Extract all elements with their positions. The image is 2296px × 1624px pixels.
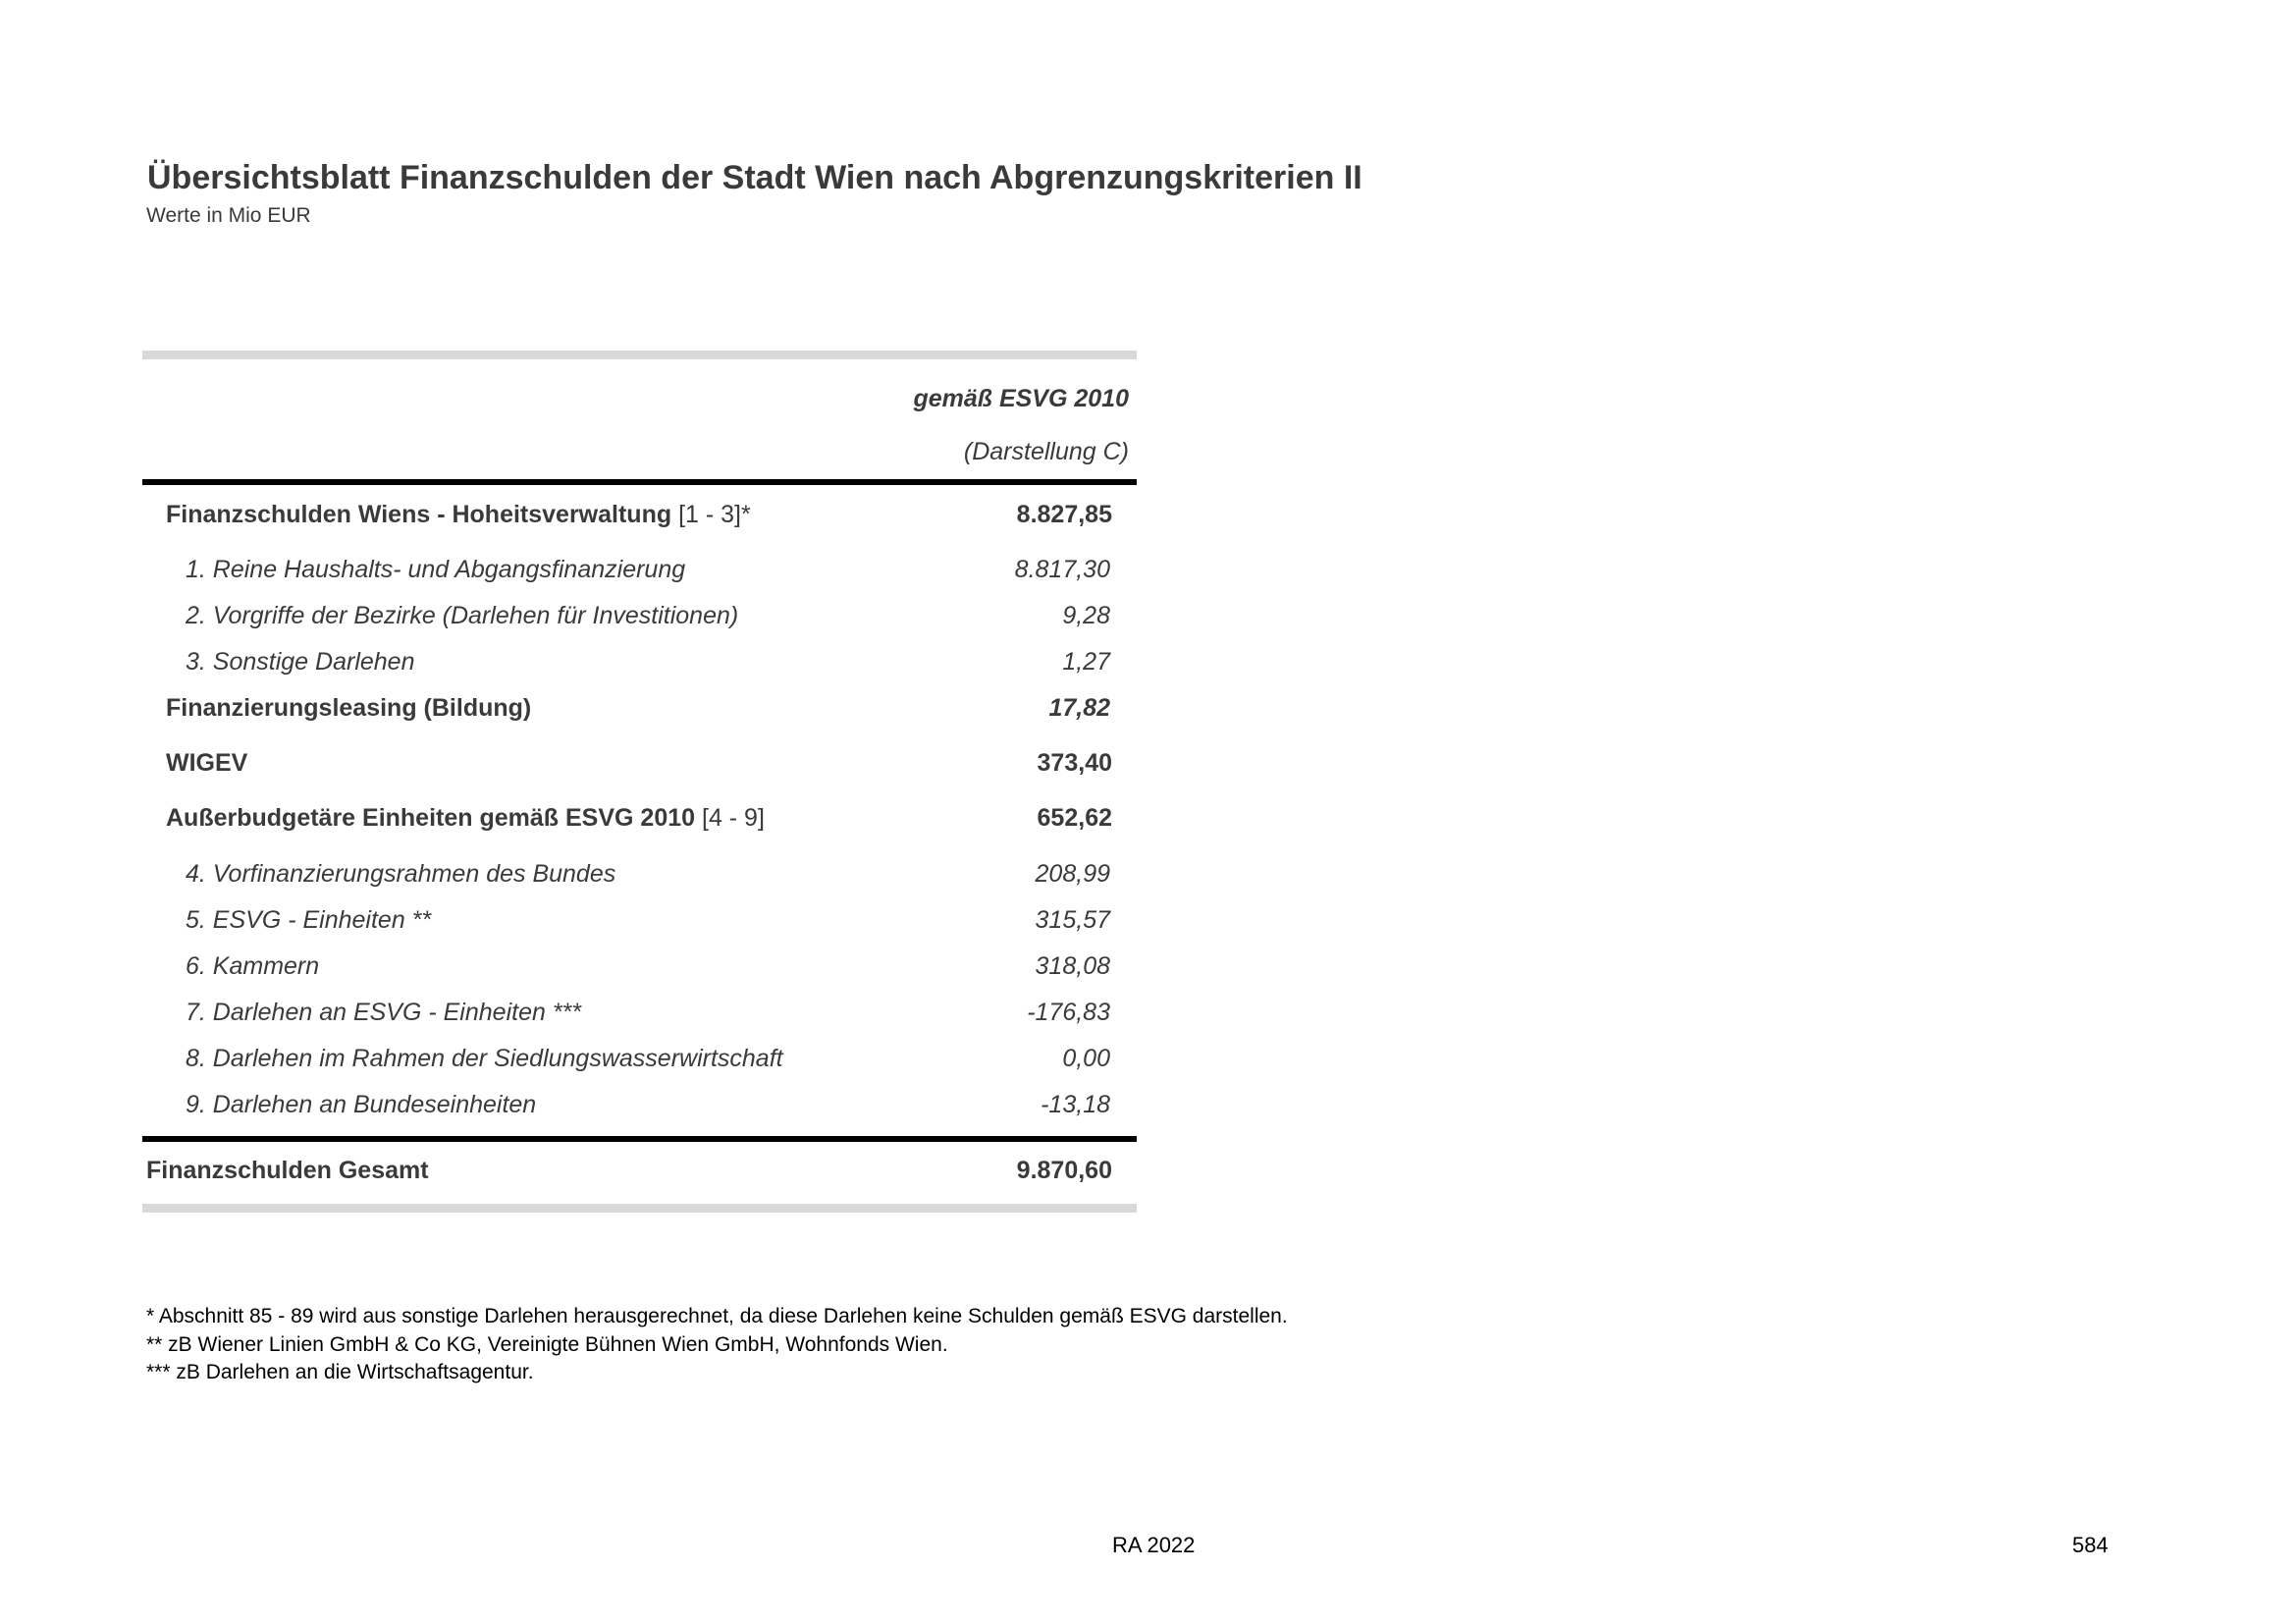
row-value: 318,08	[1035, 952, 1110, 980]
table-row	[142, 501, 1137, 540]
row-value: 208,99	[1035, 860, 1110, 888]
row-label: Finanzschulden Wiens - Hoheitsverwaltung [1 - 3]*	[166, 501, 751, 528]
footer-report: RA 2022	[1112, 1533, 1196, 1557]
total-row	[142, 1157, 1137, 1196]
table-bottom-rule	[142, 1204, 1137, 1213]
table-top-rule	[142, 351, 1137, 359]
table-row	[142, 906, 1137, 946]
table-row	[142, 749, 1137, 788]
row-label: Außerbudgetäre Einheiten gemäß ESVG 2010 [4 - 9]	[166, 804, 765, 832]
table-row	[142, 694, 1137, 733]
table-row	[142, 860, 1137, 899]
row-label: Finanzierungsleasing (Bildung)	[166, 694, 532, 722]
column-header-darstellung: (Darstellung C)	[963, 438, 1129, 465]
footnote: * Abschnitt 85 - 89 wird aus sonstige Darlehen herausgerechnet, da diese Darlehen keine Schulden gemäß ESVG darstellen.	[146, 1305, 1288, 1327]
total-label: Finanzschulden Gesamt	[146, 1157, 429, 1184]
row-value: -176,83	[1027, 999, 1110, 1026]
row-value: 0,00	[1062, 1045, 1110, 1072]
page-subtitle: Werte in Mio EUR	[146, 204, 311, 227]
page-number: 584	[2072, 1533, 2109, 1557]
row-label: 4. Vorfinanzierungsrahmen des Bundes	[186, 860, 616, 888]
table-row	[142, 556, 1137, 595]
row-label: 5. ESVG - Einheiten **	[186, 906, 432, 934]
table-row	[142, 1045, 1137, 1084]
footnote: ** zB Wiener Linien GmbH & Co KG, Vereinigte Bühnen Wien GmbH, Wohnfonds Wien.	[146, 1332, 948, 1356]
footnote: *** zB Darlehen an die Wirtschaftsagentur.	[146, 1361, 534, 1383]
header-rule	[142, 479, 1137, 485]
table-row	[142, 804, 1137, 843]
row-label: 8. Darlehen im Rahmen der Siedlungswasserwirtschaft	[186, 1045, 783, 1072]
total-rule	[142, 1136, 1137, 1142]
row-label: 7. Darlehen an ESVG - Einheiten ***	[186, 999, 582, 1026]
table-row	[142, 648, 1137, 687]
row-value: -13,18	[1041, 1091, 1110, 1118]
row-value: 17,82	[1048, 694, 1110, 722]
table-row	[142, 952, 1137, 992]
row-label: 9. Darlehen an Bundeseinheiten	[186, 1091, 537, 1118]
row-value: 315,57	[1035, 906, 1110, 934]
row-value: 1,27	[1062, 648, 1110, 676]
table-row	[142, 1091, 1137, 1130]
table-row	[142, 602, 1137, 641]
footnotes	[146, 1303, 1288, 1387]
row-value: 373,40	[1037, 749, 1112, 777]
row-value: 9,28	[1062, 602, 1110, 629]
row-value: 8.827,85	[1016, 501, 1112, 528]
row-label: WIGEV	[166, 749, 248, 777]
column-header-esvg: gemäß ESVG 2010	[913, 385, 1129, 412]
table-row	[142, 999, 1137, 1038]
row-label: 3. Sonstige Darlehen	[186, 648, 415, 676]
row-value: 8.817,30	[1014, 556, 1110, 583]
row-value: 652,62	[1037, 804, 1112, 832]
row-label: 6. Kammern	[186, 952, 320, 980]
total-value: 9.870,60	[1016, 1157, 1112, 1184]
page-title: Übersichtsblatt Finanzschulden der Stadt Wien nach Abgrenzungskriterien II	[147, 159, 1362, 196]
row-label: 2. Vorgriffe der Bezirke (Darlehen für Investitionen)	[186, 602, 739, 629]
row-label: 1. Reine Haushalts- und Abgangsfinanzierung	[186, 556, 686, 583]
